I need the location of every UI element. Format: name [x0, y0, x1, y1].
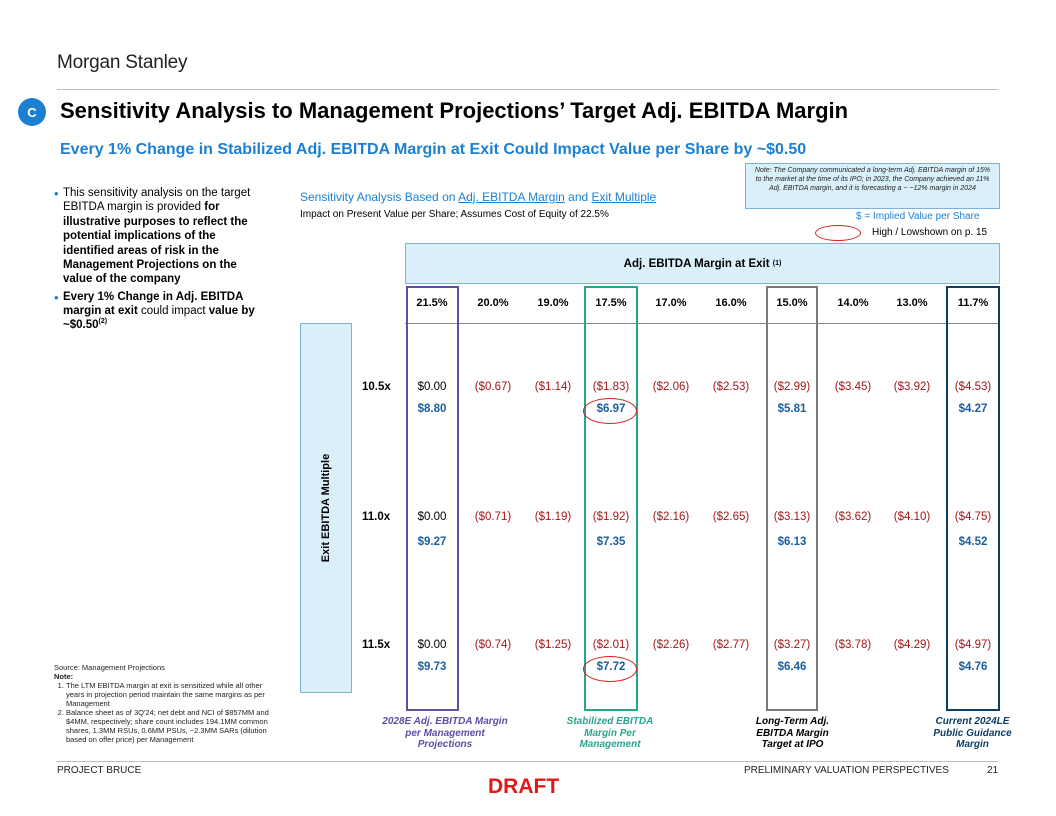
col-header-13-0: 13.0%: [896, 297, 928, 309]
table-cell: ($0.74): [474, 639, 512, 651]
col-header-19-0: 19.0%: [537, 297, 569, 309]
column-header-divider: [405, 323, 1000, 324]
table-cell: ($4.10): [893, 511, 931, 523]
caption-2028e: 2028E Adj. EBITDA Margin per Management Projections: [382, 716, 508, 750]
page-subtitle: Every 1% Change in Stabilized Adj. EBITDA Margin at Exit Could Impact Value per Share by ~$0.50: [60, 141, 807, 158]
legend-implied-value: $ = Implied Value per Share: [856, 211, 980, 222]
table-cell: ($2.99): [773, 381, 811, 393]
table-cell: ($2.53): [712, 381, 750, 393]
table-cell: ($3.13): [773, 511, 811, 523]
footer-section-name: PRELIMINARY VALUATION PERSPECTIVES: [744, 765, 949, 776]
table-cell: ($4.53): [954, 381, 992, 393]
table-cell: ($1.19): [534, 511, 572, 523]
col-header-14-0: 14.0%: [837, 297, 869, 309]
table-cell: ($1.25): [534, 639, 572, 651]
key-points-list: [54, 186, 264, 336]
table-cell: $0.00: [417, 639, 447, 651]
col-header-17-0: 17.0%: [655, 297, 687, 309]
table-cell: ($1.83): [592, 381, 630, 393]
implied-value: $6.13: [777, 536, 807, 548]
table-cell: ($3.62): [834, 511, 872, 523]
table-cell: ($2.16): [652, 511, 690, 523]
morgan-stanley-logo: Morgan Stanley: [57, 52, 188, 73]
sensitivity-title: Sensitivity Analysis Based on Adj. EBITDA Margin and Exit Multiple: [300, 190, 657, 204]
sensitivity-subtitle: Impact on Present Value per Share; Assumes Cost of Equity of 22.5%: [300, 209, 609, 220]
row-axis-label: Exit EBITDA Multiple: [320, 453, 332, 563]
bullet-value-impact: • Every 1% Change in Adj. EBITDA margin at exit could impact value by ~$0.50$^{(2)}$: [54, 290, 264, 333]
col-header-15-0: 15.0%: [776, 297, 808, 309]
page-title: Sensitivity Analysis to Management Projections’ Target Adj. EBITDA Margin: [60, 98, 849, 123]
section-badge: C: [18, 98, 46, 126]
bullet-illustrative-purpose: • This sensitivity analysis on the target EBITDA margin is provided for illustrative purposes to reflect the potential implications of the identified areas of risk in the Management Projections on the value of the company: [54, 186, 264, 287]
table-cell: $0.00: [417, 381, 447, 393]
table-cell: ($2.65): [712, 511, 750, 523]
table-cell: ($4.75): [954, 511, 992, 523]
table-cell: ($3.27): [773, 639, 811, 651]
col-header-21-5: 21.5%: [416, 297, 448, 309]
low-value-circle: [583, 656, 637, 682]
legend-high-low: High / Lowshown on p. 15: [872, 227, 988, 238]
table-cell: ($1.92): [592, 511, 630, 523]
implied-value: $8.80: [417, 403, 447, 415]
implied-value: $7.35: [596, 536, 626, 548]
col-header-17-5: 17.5%: [595, 297, 627, 309]
caption-current: Current 2024LE Public Guidance Margin: [933, 716, 1012, 750]
ipo-margin-note-box: Note: The Company communicated a long-term Adj. EBITDA margin of 15% to the market at the time of its IPO; in 2023, the Company achieved an 11% Adj. EBITDA margin, and it is forecasting a ~ ~12% margin in 2024: [745, 163, 1000, 209]
column-axis-header: Adj. EBITDA Margin at Exit (1): [405, 243, 1000, 284]
col-header-11-7: 11.7%: [957, 297, 989, 309]
caption-longterm: Long-Term Adj. EBITDA Margin Target at IPO: [755, 716, 830, 750]
caption-stabilized: Stabilized EBITDA Margin Per Management: [566, 716, 654, 750]
row-label-11-0x: 11.0x: [362, 511, 391, 523]
implied-value: $4.52: [958, 536, 988, 548]
implied-value: $6.97: [596, 403, 626, 415]
table-cell: ($0.71): [474, 511, 512, 523]
table-cell: ($4.29): [893, 639, 931, 651]
link-exit-multiple: Exit Multiple: [591, 190, 657, 204]
table-cell: ($2.06): [652, 381, 690, 393]
implied-value: $4.27: [958, 403, 988, 415]
implied-value: $4.76: [958, 661, 988, 673]
table-cell: ($2.77): [712, 639, 750, 651]
implied-value: $9.73: [417, 661, 447, 673]
high-value-circle: [583, 398, 637, 424]
table-cell: ($1.14): [534, 381, 572, 393]
table-cell: ($0.67): [474, 381, 512, 393]
link-adj-ebitda-margin: Adj. EBITDA Margin: [458, 190, 565, 204]
table-cell: ($3.45): [834, 381, 872, 393]
table-cell: ($3.78): [834, 639, 872, 651]
table-cell: ($4.97): [954, 639, 992, 651]
implied-value: $9.27: [417, 536, 447, 548]
footer-project-name: PROJECT BRUCE: [57, 765, 142, 776]
table-cell: ($3.92): [893, 381, 931, 393]
row-label-10-5x: 10.5x: [362, 381, 391, 393]
row-label-11-5x: 11.5x: [362, 639, 391, 651]
table-cell: $0.00: [417, 511, 447, 523]
col-header-16-0: 16.0%: [715, 297, 747, 309]
footer-divider: [57, 761, 998, 762]
legend-red-oval-icon: [815, 225, 861, 241]
table-cell: ($2.01): [592, 639, 630, 651]
page-number: 21: [987, 765, 999, 776]
col-header-20-0: 20.0%: [477, 297, 509, 309]
implied-value: $5.81: [777, 403, 807, 415]
implied-value: $7.72: [596, 661, 626, 673]
header-divider: [57, 89, 998, 90]
implied-value: $6.46: [777, 661, 807, 673]
draft-watermark: DRAFT: [488, 775, 560, 798]
table-cell: ($2.26): [652, 639, 690, 651]
source-notes: Source: Management Projections Note: 1. The LTM EBITDA margin at exit is sensitized while all other years in projection period maintain the same margins as per Management 2. Balance sheet as of 3Q'24; net debt and NCI of $857MM and $4MM, respectively; share count includes 194.1MM common shares, 1.3MM RSUs, 0.6MM PSUs, ~2.3MM SARs (dilution based on offer price) per Management: [54, 663, 269, 744]
